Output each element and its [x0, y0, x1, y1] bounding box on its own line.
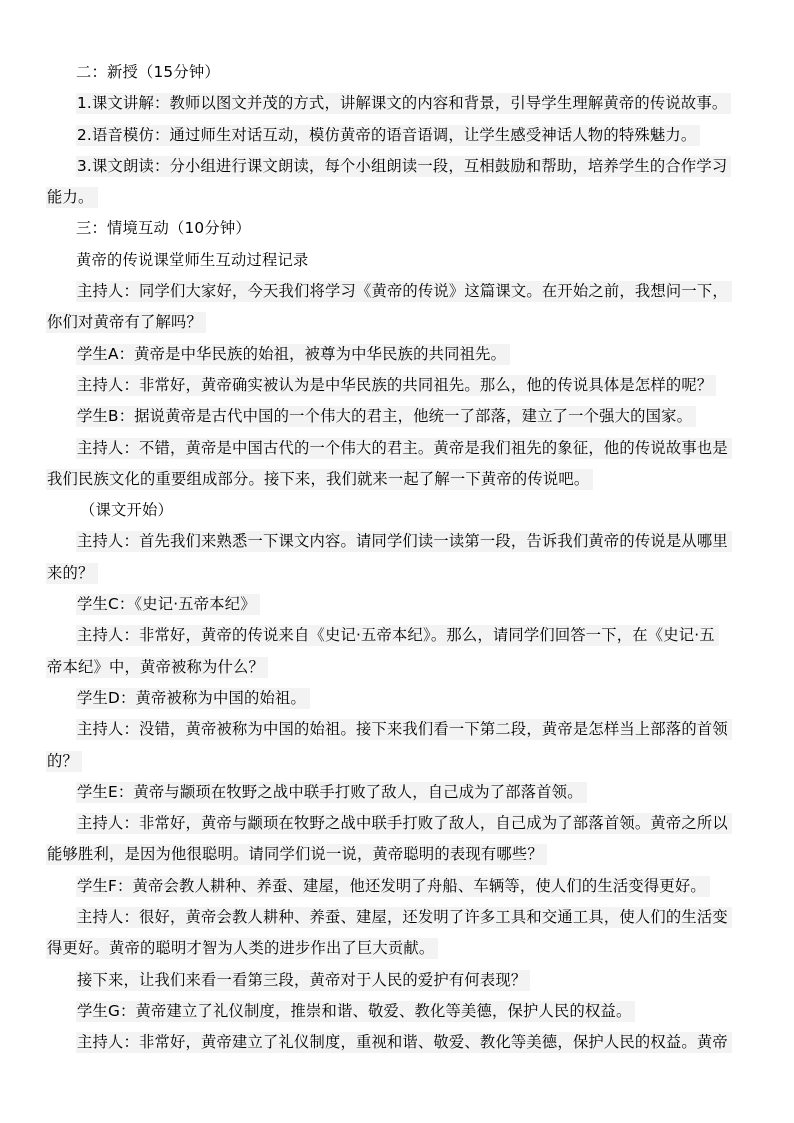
dialogue-line: 主持人：非常好，黄帝与颛顼在牧野之战中联手打败了敌人，自己成为了部落首领。黄帝之所以	[46, 808, 754, 839]
dialogue-line-continued: 你们对黄帝有了解吗？	[46, 307, 754, 338]
dialogue-line: 学生D：黄帝被称为中国的始祖。	[46, 683, 754, 714]
stage-direction: （课文开始）	[80, 501, 173, 520]
dialogue-line: 学生F：黄帝会教人耕种、养蚕、建屋，他还发明了舟船、车辆等，使人们的生活变得更好。	[46, 871, 754, 902]
dialogue-line: 学生G：黄帝建立了礼仪制度，推崇和谐、敬爱、教化等美德，保护人民的权益。	[46, 996, 754, 1027]
dialogue-line-continued: 的？	[46, 746, 754, 777]
dialogue-line-continued: 帝本纪》中，黄帝被称为什么？	[46, 652, 754, 683]
dialogue-line-continued: 能够胜利，是因为他很聪明。请同学们说一说，黄帝聪明的表现有哪些？	[46, 839, 754, 870]
record-title: 黄帝的传说课堂师生互动过程记录	[76, 250, 309, 269]
dialogue-line: 接下来，让我们来看一看第三段，黄帝对于人民的爱护有何表现？	[46, 965, 754, 996]
dialogue-line: 主持人：同学们大家好，今天我们将学习《黄帝的传说》这篇课文。在开始之前，我想问一下，	[46, 276, 754, 307]
paragraph-pronunciation: 2.语音模仿：通过师生对话互动，模仿黄帝的语音语调，让学生感受神话人物的特殊魅力。	[46, 120, 754, 151]
dialogue-line: 主持人：很好，黄帝会教人耕种、养蚕、建屋，还发明了许多工具和交通工具，使人们的生活变	[46, 902, 754, 933]
dialogue-line: 学生C：《史记·五帝本纪》	[46, 589, 754, 620]
dialogue-line: 学生E：黄帝与颛顼在牧野之战中联手打败了敌人，自己成为了部落首领。	[46, 777, 754, 808]
dialogue-line: 主持人：非常好，黄帝确实被认为是中华民族的共同祖先。那么，他的传说具体是怎样的呢？	[46, 370, 754, 401]
dialogue-line-continued: 我们民族文化的重要组成部分。接下来，我们就来一起了解一下黄帝的传说吧。	[46, 464, 754, 495]
dialogue-line: 主持人：首先我们来熟悉一下课文内容。请同学们读一读第一段，告诉我们黄帝的传说是从哪里	[46, 526, 754, 557]
dialogue-line: 主持人：非常好，黄帝建立了礼仪制度，重视和谐、敬爱、教化等美德，保护人民的权益。黄帝	[46, 1027, 754, 1058]
section-heading-new-lesson: 二：新授（15分钟）	[76, 63, 220, 81]
section-heading-interaction: 三：情境互动（10分钟）	[76, 219, 251, 238]
paragraph-lecture: 1.课文讲解：教师以图文并茂的方式，讲解课文的内容和背景，引导学生理解黄帝的传说故事。	[46, 88, 754, 119]
paragraph-reading: 3.课文朗读：分小组进行课文朗读，每个小组朗读一段，互相鼓励和帮助，培养学生的合作学习	[46, 151, 754, 182]
paragraph-reading-continued: 能力。	[46, 182, 754, 213]
document-body	[46, 57, 754, 1059]
dialogue-line-continued: 得更好。黄帝的聪明才智为人类的进步作出了巨大贡献。	[46, 933, 754, 964]
dialogue-line-continued: 来的？	[46, 558, 754, 589]
dialogue-line: 主持人：没错，黄帝被称为中国的始祖。接下来我们看一下第二段，黄帝是怎样当上部落的首领	[46, 714, 754, 745]
dialogue-line: 学生B：据说黄帝是古代中国的一个伟大的君主，他统一了部落，建立了一个强大的国家。	[46, 401, 754, 432]
dialogue-line: 主持人：非常好，黄帝的传说来自《史记·五帝本纪》。那么，请同学们回答一下，在《史记·五	[46, 620, 754, 651]
dialogue-line: 主持人：不错，黄帝是中国古代的一个伟大的君主。黄帝是我们祖先的象征，他的传说故事也是	[46, 433, 754, 464]
dialogue-line: 学生A：黄帝是中华民族的始祖，被尊为中华民族的共同祖先。	[46, 339, 754, 370]
